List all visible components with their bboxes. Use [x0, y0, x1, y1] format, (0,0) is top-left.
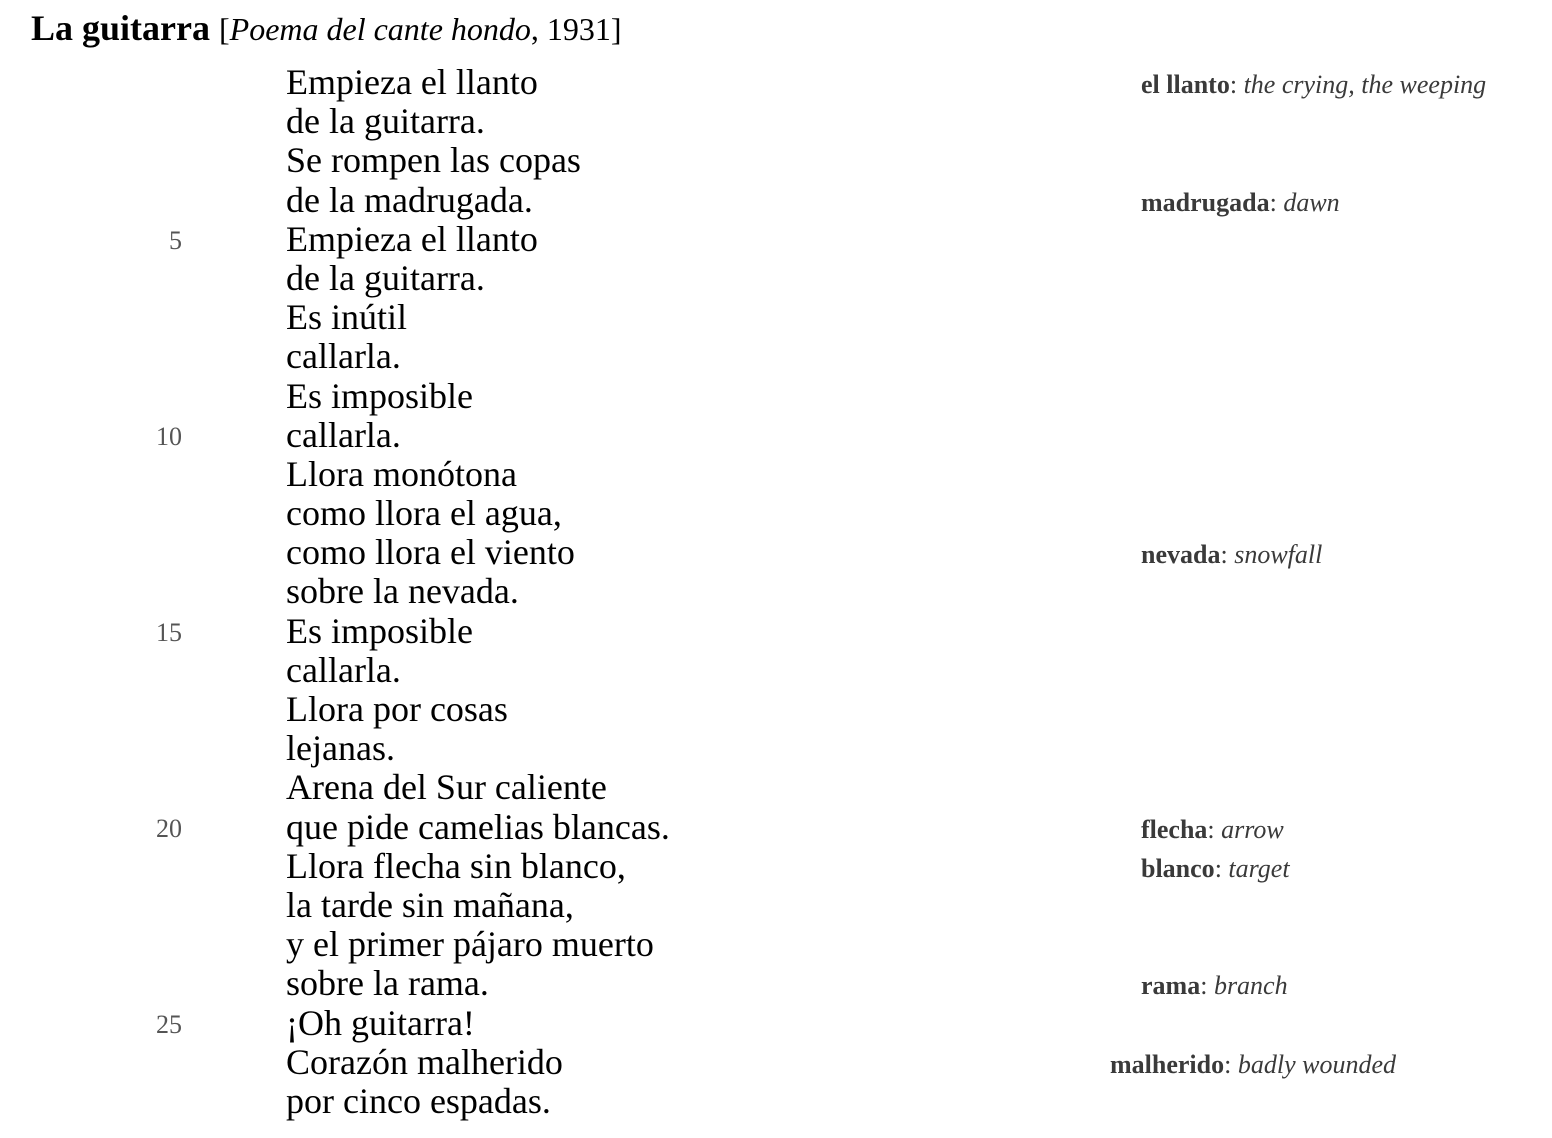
- gloss-separator: :: [1269, 187, 1284, 217]
- poem-line-text: Arena del Sur caliente: [286, 767, 607, 808]
- poem-line-text: Llora monótona: [286, 453, 517, 494]
- poem-line-text: de la guitarra.: [286, 257, 485, 298]
- poem-line-row: [0, 298, 1552, 337]
- poem-line-row: [0, 1082, 1552, 1121]
- source-collection: Poema del cante hondo: [229, 11, 531, 47]
- poem-line-row: [0, 808, 1552, 847]
- gloss-separator: :: [1229, 70, 1244, 99]
- gloss-meaning: arrow: [1221, 814, 1284, 844]
- gloss-meaning: the crying, the weeping: [1243, 70, 1487, 99]
- poem-line-text: Corazón malherido: [286, 1041, 563, 1082]
- gloss-meaning: badly wounded: [1237, 1049, 1396, 1079]
- poem-line-row: [0, 416, 1552, 455]
- gloss-term: malherido: [1110, 1049, 1225, 1079]
- poem-line-text: y el primer pájaro muerto: [286, 924, 654, 965]
- poem-line-row: [0, 768, 1552, 807]
- gloss-term: madrugada: [1141, 187, 1270, 217]
- poem-line-text: Llora por cosas: [286, 689, 508, 729]
- poem-line-row: [0, 690, 1552, 729]
- gloss-note: [1141, 815, 1284, 845]
- poem-line-row: [0, 533, 1552, 572]
- poem-line-row: [0, 377, 1552, 416]
- poem-line-row: [0, 847, 1552, 886]
- gloss-meaning: branch: [1213, 971, 1288, 1001]
- gloss-note: [1141, 854, 1290, 884]
- line-number: 15: [156, 617, 182, 647]
- line-number: 20: [156, 813, 182, 843]
- poem-line-row: [0, 102, 1552, 141]
- gloss-note: [1141, 540, 1322, 570]
- poem-line-row: [0, 964, 1552, 1003]
- source-year: , 1931]: [530, 11, 622, 47]
- gloss-separator: :: [1220, 540, 1235, 570]
- poem-line-row: [0, 729, 1552, 768]
- poem-line-row: [0, 455, 1552, 494]
- poem-line-row: [0, 925, 1552, 964]
- poem-source: [219, 11, 622, 47]
- poem-heading: [31, 6, 622, 51]
- poem-line-text: sobre la rama.: [286, 963, 489, 1004]
- poem-line-text: de la madrugada.: [286, 179, 533, 220]
- poem-line-row: [0, 1004, 1552, 1043]
- gloss-note: [1110, 1050, 1396, 1080]
- poem-title: La guitarra: [31, 8, 210, 48]
- poem-line-text: por cinco espadas.: [286, 1080, 551, 1121]
- gloss-term: rama: [1141, 971, 1201, 1001]
- poem-line-text: ¡Oh guitarra!: [286, 1002, 475, 1043]
- poem-line-text: que pide camelias blancas.: [286, 806, 670, 847]
- poem-line-row: [0, 220, 1552, 259]
- poem-body: [0, 63, 1552, 1121]
- line-number: 5: [169, 225, 182, 255]
- gloss-separator: :: [1224, 1049, 1238, 1079]
- poem-line-row: [0, 886, 1552, 925]
- poem-line-text: Llora flecha sin blanco,: [286, 845, 626, 886]
- poem-line-row: [0, 259, 1552, 298]
- poem-line-text: lejanas.: [286, 728, 395, 769]
- gloss-note: [1141, 188, 1340, 218]
- poem-line-text: Es imposible: [286, 375, 473, 416]
- gloss-note: [1141, 70, 1486, 100]
- gloss-separator: :: [1207, 814, 1222, 844]
- gloss-note: [1141, 971, 1288, 1001]
- poem-line-row: [0, 572, 1552, 611]
- gloss-term: flecha: [1141, 814, 1208, 844]
- poem-line-text: como llora el viento: [286, 532, 575, 573]
- gloss-separator: :: [1214, 853, 1229, 883]
- gloss-term: nevada: [1141, 540, 1221, 570]
- poem-line-text: la tarde sin mañana,: [286, 884, 574, 925]
- poem-line-row: [0, 141, 1552, 180]
- gloss-meaning: dawn: [1283, 187, 1340, 217]
- poem-line-text: callarla.: [286, 414, 401, 455]
- poem-line-text: de la guitarra.: [286, 101, 485, 142]
- source-bracket-open: [: [218, 11, 230, 47]
- poem-line-row: [0, 612, 1552, 651]
- gloss-term: blanco: [1141, 853, 1215, 883]
- poem-line-row: [0, 181, 1552, 220]
- poem-line-row: [0, 651, 1552, 690]
- poem-line-text: sobre la nevada.: [286, 571, 519, 612]
- gloss-separator: :: [1200, 971, 1214, 1001]
- poem-line-text: Se rompen las copas: [286, 140, 581, 181]
- line-number: 10: [156, 421, 182, 451]
- line-number: 25: [156, 1009, 182, 1039]
- gloss-meaning: snowfall: [1234, 540, 1323, 570]
- poem-line-row: [0, 1043, 1552, 1082]
- poem-line-text: Empieza el llanto: [286, 218, 538, 259]
- gloss-meaning: target: [1228, 853, 1290, 883]
- gloss-term: el llanto: [1141, 70, 1230, 99]
- poem-line-row: [0, 494, 1552, 533]
- poem-line-text: Es imposible: [286, 610, 473, 651]
- poem-line-row: [0, 337, 1552, 376]
- poem-line-text: como llora el agua,: [286, 493, 562, 534]
- poem-line-text: callarla.: [286, 649, 401, 690]
- poem-line-text: callarla.: [286, 336, 401, 377]
- poem-line-row: [0, 63, 1552, 102]
- poem-line-text: Es inútil: [286, 297, 408, 338]
- poem-line-text: Empieza el llanto: [286, 62, 538, 102]
